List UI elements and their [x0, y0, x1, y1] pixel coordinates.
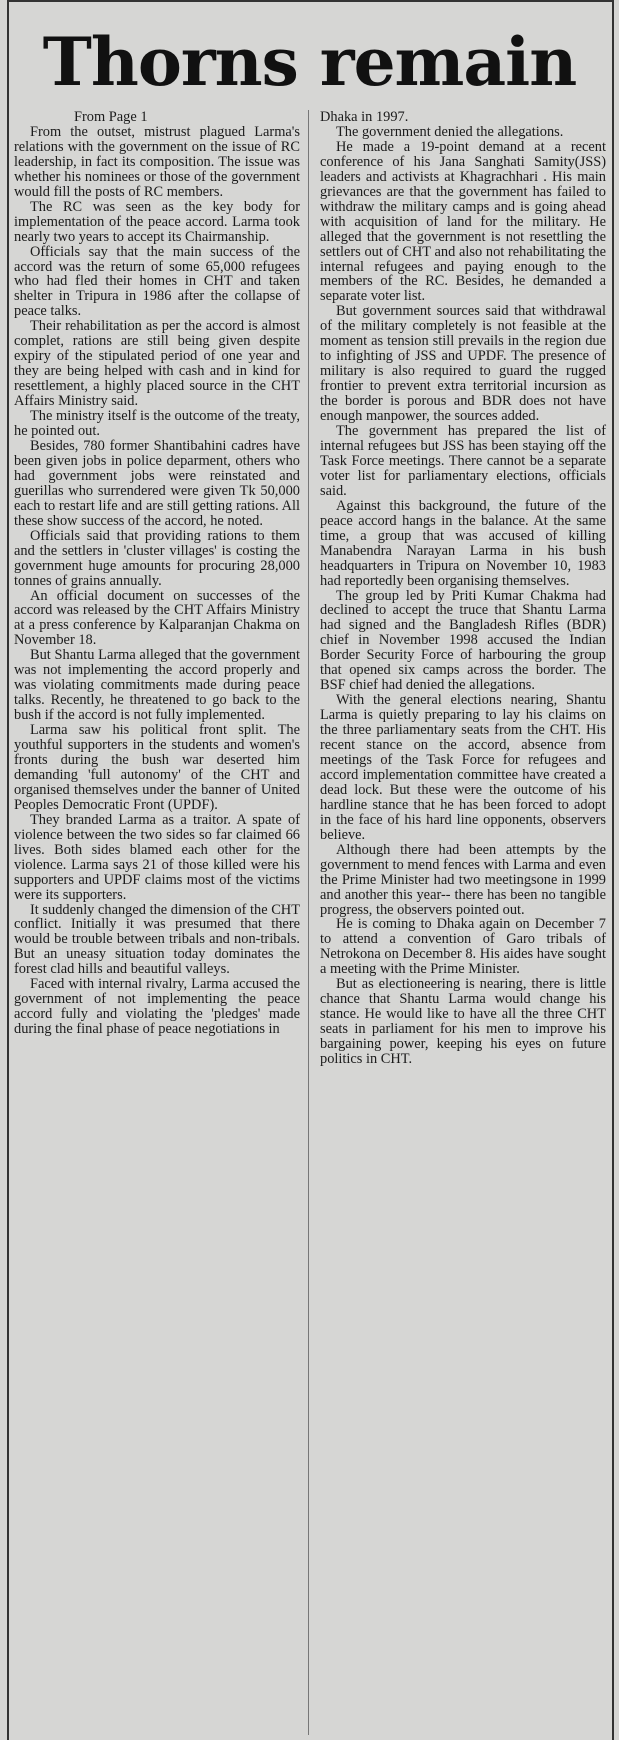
- paragraph-continuation: Dhaka in 1997.: [320, 109, 409, 125]
- paragraph: The RC was seen as the key body for implementation of the peace accord. Larma took nearly two years to accept its Chairmanship.: [14, 198, 300, 245]
- paragraph: An official document on successes of the accord was released by the CHT Affairs Ministry at a press conference by Kalparanjan Chakma on November 18.: [14, 587, 300, 649]
- paragraph: Although there had been attempts by the government to mend fences with Larma and even the Prime Minister had two meetingsone in 1999 and another this year-- there has been no tangible progress, the observers pointed out.: [320, 841, 606, 918]
- paragraph: Larma saw his political front split. The youthful supporters in the students and women's fronts during the bush war deserted him demanding 'full autonomy' of the CHT and organised themselves under the banner of United Peoples Democratic Front (UPDF).: [14, 722, 300, 813]
- paragraph: Officials said that providing rations to them and the settlers in 'cluster villages' is costing the government huge amounts for procuring 28,000 tonnes of grains annually.: [14, 527, 300, 589]
- paragraph: But government sources said that withdrawal of the military completely is not feasible at the moment as tension still prevails in the region due to infighting of JSS and UPDF. The presence of military is also required to guard the rugged frontier to prevent extra territorial incursion as the border is porous and BDR does not have enough manpower, the sources added.: [320, 303, 606, 425]
- paragraph: He made a 19-point demand at a recent conference of his Jana Sanghati Samity(JSS) leaders and activists at Khagrachhari . His main grievances are that the government has failed to withdraw the military camps and is going ahead with acquisition of land for the military. He alleged that the government is not resettling the settlers out of CHT and also not rehabilitating the internal refugees and paying enough to the members of the RC. Besides, he demanded a separate voter list.: [320, 138, 606, 305]
- paragraph: He is coming to Dhaka again on December 7 to attend a convention of Garo tribals of Netrokona on December 8. His aides have sought a meeting with the Prime Minister.: [320, 916, 606, 978]
- paragraph: But as electioneering is nearing, there is little chance that Shantu Larma would change his stance. He would like to have all the three CHT seats in parliament for his men to improve his bargaining power, keeping his eyes on future politics in CHT.: [320, 976, 606, 1068]
- paragraph: Against this background, the future of the peace accord hangs in the balance. At the same time, a group that was accused of killing Manabendra Narayan Larma in his bush headquarters in Tripura on November 10, 1983 had reportedly been organising themselves.: [320, 497, 606, 589]
- column-divider: [308, 110, 309, 1735]
- article-column-right: [320, 110, 606, 1067]
- paragraph: The government has prepared the list of internal refugees but JSS has been staying off the Task Force meetings. There cannot be a separate voter list for parliamentary elections, officials said.: [320, 423, 606, 499]
- paragraph: The group led by Priti Kumar Chakma had declined to accept the truce that Shantu Larma had signed and the Bangladesh Rifles (BDR) chief in November 1998 accused the Indian Border Security Force of harbouring the group that opened six camps across the border. The BSF chief had denied the allegations.: [320, 587, 606, 694]
- paragraph: Officials say that the main success of the accord was the return of some 65,000 refugees who had fled their homes in CHT and taken shelter in Tripura in 1986 after the collapse of peace talks.: [14, 243, 300, 320]
- left-border-rule: [7, 0, 9, 1740]
- right-border-rule: [612, 0, 614, 1740]
- paragraph: Faced with internal rivalry, Larma accused the government of not implementing the peace accord fully and violating the 'pledges' made during the final phase of peace negotiations in: [14, 976, 300, 1038]
- paragraph: Besides, 780 former Shantibahini cadres have been given jobs in police deparment, others who had government jobs were reinstated and guerillas who surrendered were given Tk 50,000 each to restart life and are still getting rations. All these show success of the accord, he noted.: [14, 437, 300, 529]
- paragraph: The ministry itself is the outcome of the treaty, he pointed out.: [14, 408, 300, 440]
- paragraph: With the general elections nearing, Shantu Larma is quietly preparing to lay his claims on the three parliamentary seats from the CHT. His recent stance on the accord, absence from meetings of the Task Force for refugees and accord implementation committee have created a dead lock. But these were the outcome of his hardline stance that he has been forced to adopt in the face of his hard line opponents, observers believe.: [320, 692, 606, 843]
- paragraph: The government denied the allegations.: [336, 123, 564, 140]
- paragraph: But Shantu Larma alleged that the government was not implementing the accord properly and was violating commitments made during peace talks. Recently, he threatened to go back to the bush if the accord is not fully implemented.: [14, 647, 300, 724]
- paragraph: Their rehabilitation as per the accord is almost complet, rations are still being given despite expiry of the stipulated period of one year and they are being helped with cash and in kind for resettlement, a highly placed source in the CHT Affairs Ministry said.: [14, 318, 300, 410]
- headline: Thorns remain: [42, 23, 577, 101]
- paragraph: From the outset, mistrust plagued Larma's relations with the government on the issue of RC leadership, in fact its composition. The issue was whether his nominees or those of the government would fill the posts of RC members.: [14, 123, 300, 200]
- article-column-left: [14, 110, 300, 1037]
- paragraph: They branded Larma as a traitor. A spate of violence between the two sides so far claimed 66 lives. Both sides blamed each other for the violence. Larma says 21 of those killed were his supporters and UPDF claims most of the victims were its supporters.: [14, 811, 300, 903]
- jump-line: From Page 1: [74, 109, 148, 125]
- paragraph: It suddenly changed the dimension of the CHT conflict. Initially it was presumed that there would be trouble between tribals and non-tribals. But an uneasy situation today dominates the forest clad hills and beautiful valleys.: [14, 901, 300, 978]
- top-border-rule: [7, 0, 614, 2]
